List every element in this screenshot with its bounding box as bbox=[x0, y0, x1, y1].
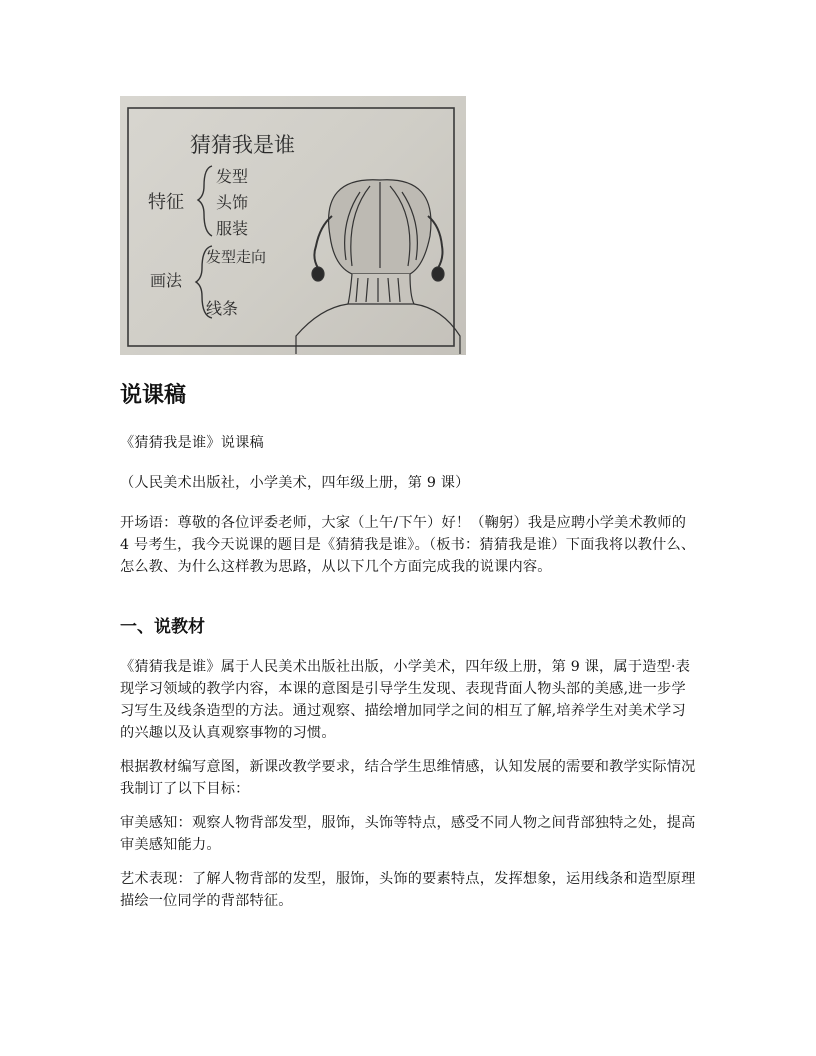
document-subtitle: 《猜猜我是谁》说课稿 bbox=[120, 435, 264, 451]
sketch-head-back bbox=[296, 180, 460, 354]
textbook-paragraph: 《猜猜我是谁》属于人民美术出版社出版，小学美术，四年级上册，第 9 课，属于造型·表现学习领域的教学内容，本课的意图是引导学生发现、表现背面人物头部的美感,进一步学习写生及线条造型的方法。通过观察、描绘增加同学之间的相互了解,培养学生对美术学习的兴趣以及认真观察事物的习惯。 bbox=[120, 659, 691, 741]
sketch-brace-features bbox=[198, 166, 212, 236]
goal-artistic-expression: 艺术表现：了解人物背部的发型，服饰，头饰的要素特点，发挥想象，运用线条和造型原理描绘一位同学的背部特征。 bbox=[120, 871, 696, 909]
goals-intro-paragraph: 根据教材编写意图，新课改教学要求，结合学生思维情感，认知发展的需要和教学实际情况我制订了以下目标： bbox=[120, 759, 696, 797]
goal-aesthetic-perception: 审美感知：观察人物背部发型，服饰，头饰等特点，感受不同人物之间背部独特之处，提高审美感知能力。 bbox=[120, 815, 696, 853]
sketch-features-label: 特征 bbox=[148, 192, 184, 213]
section-title-textbook: 一、说教材 bbox=[120, 617, 205, 637]
sketch-method-0: 发型走向 bbox=[206, 248, 267, 266]
sketch-feature-1: 头饰 bbox=[216, 193, 249, 212]
sketch-feature-0: 发型 bbox=[216, 167, 249, 186]
opening-paragraph: 开场语：尊敬的各位评委老师，大家（上午/下午）好！（鞠躬）我是应聘小学美术教师的 4 号考生，我今天说课的题目是《猜猜我是谁》。（板书：猜猜我是谁）下面我将以教什么、怎么教、为什么这样教为思路，从以下几个方面完成我的说课内容。 bbox=[120, 515, 696, 575]
sketch-title: 猜猜我是谁 bbox=[190, 133, 295, 157]
board-sketch-photo bbox=[120, 96, 466, 355]
sketch-feature-2: 服装 bbox=[216, 219, 249, 238]
sketch-method-label: 画法 bbox=[150, 271, 183, 290]
page-title: 说课稿 bbox=[120, 383, 187, 408]
sketch-method-1: 线条 bbox=[206, 299, 239, 318]
source-line: （人民美术出版社，小学美术，四年级上册，第 9 课） bbox=[120, 475, 470, 491]
